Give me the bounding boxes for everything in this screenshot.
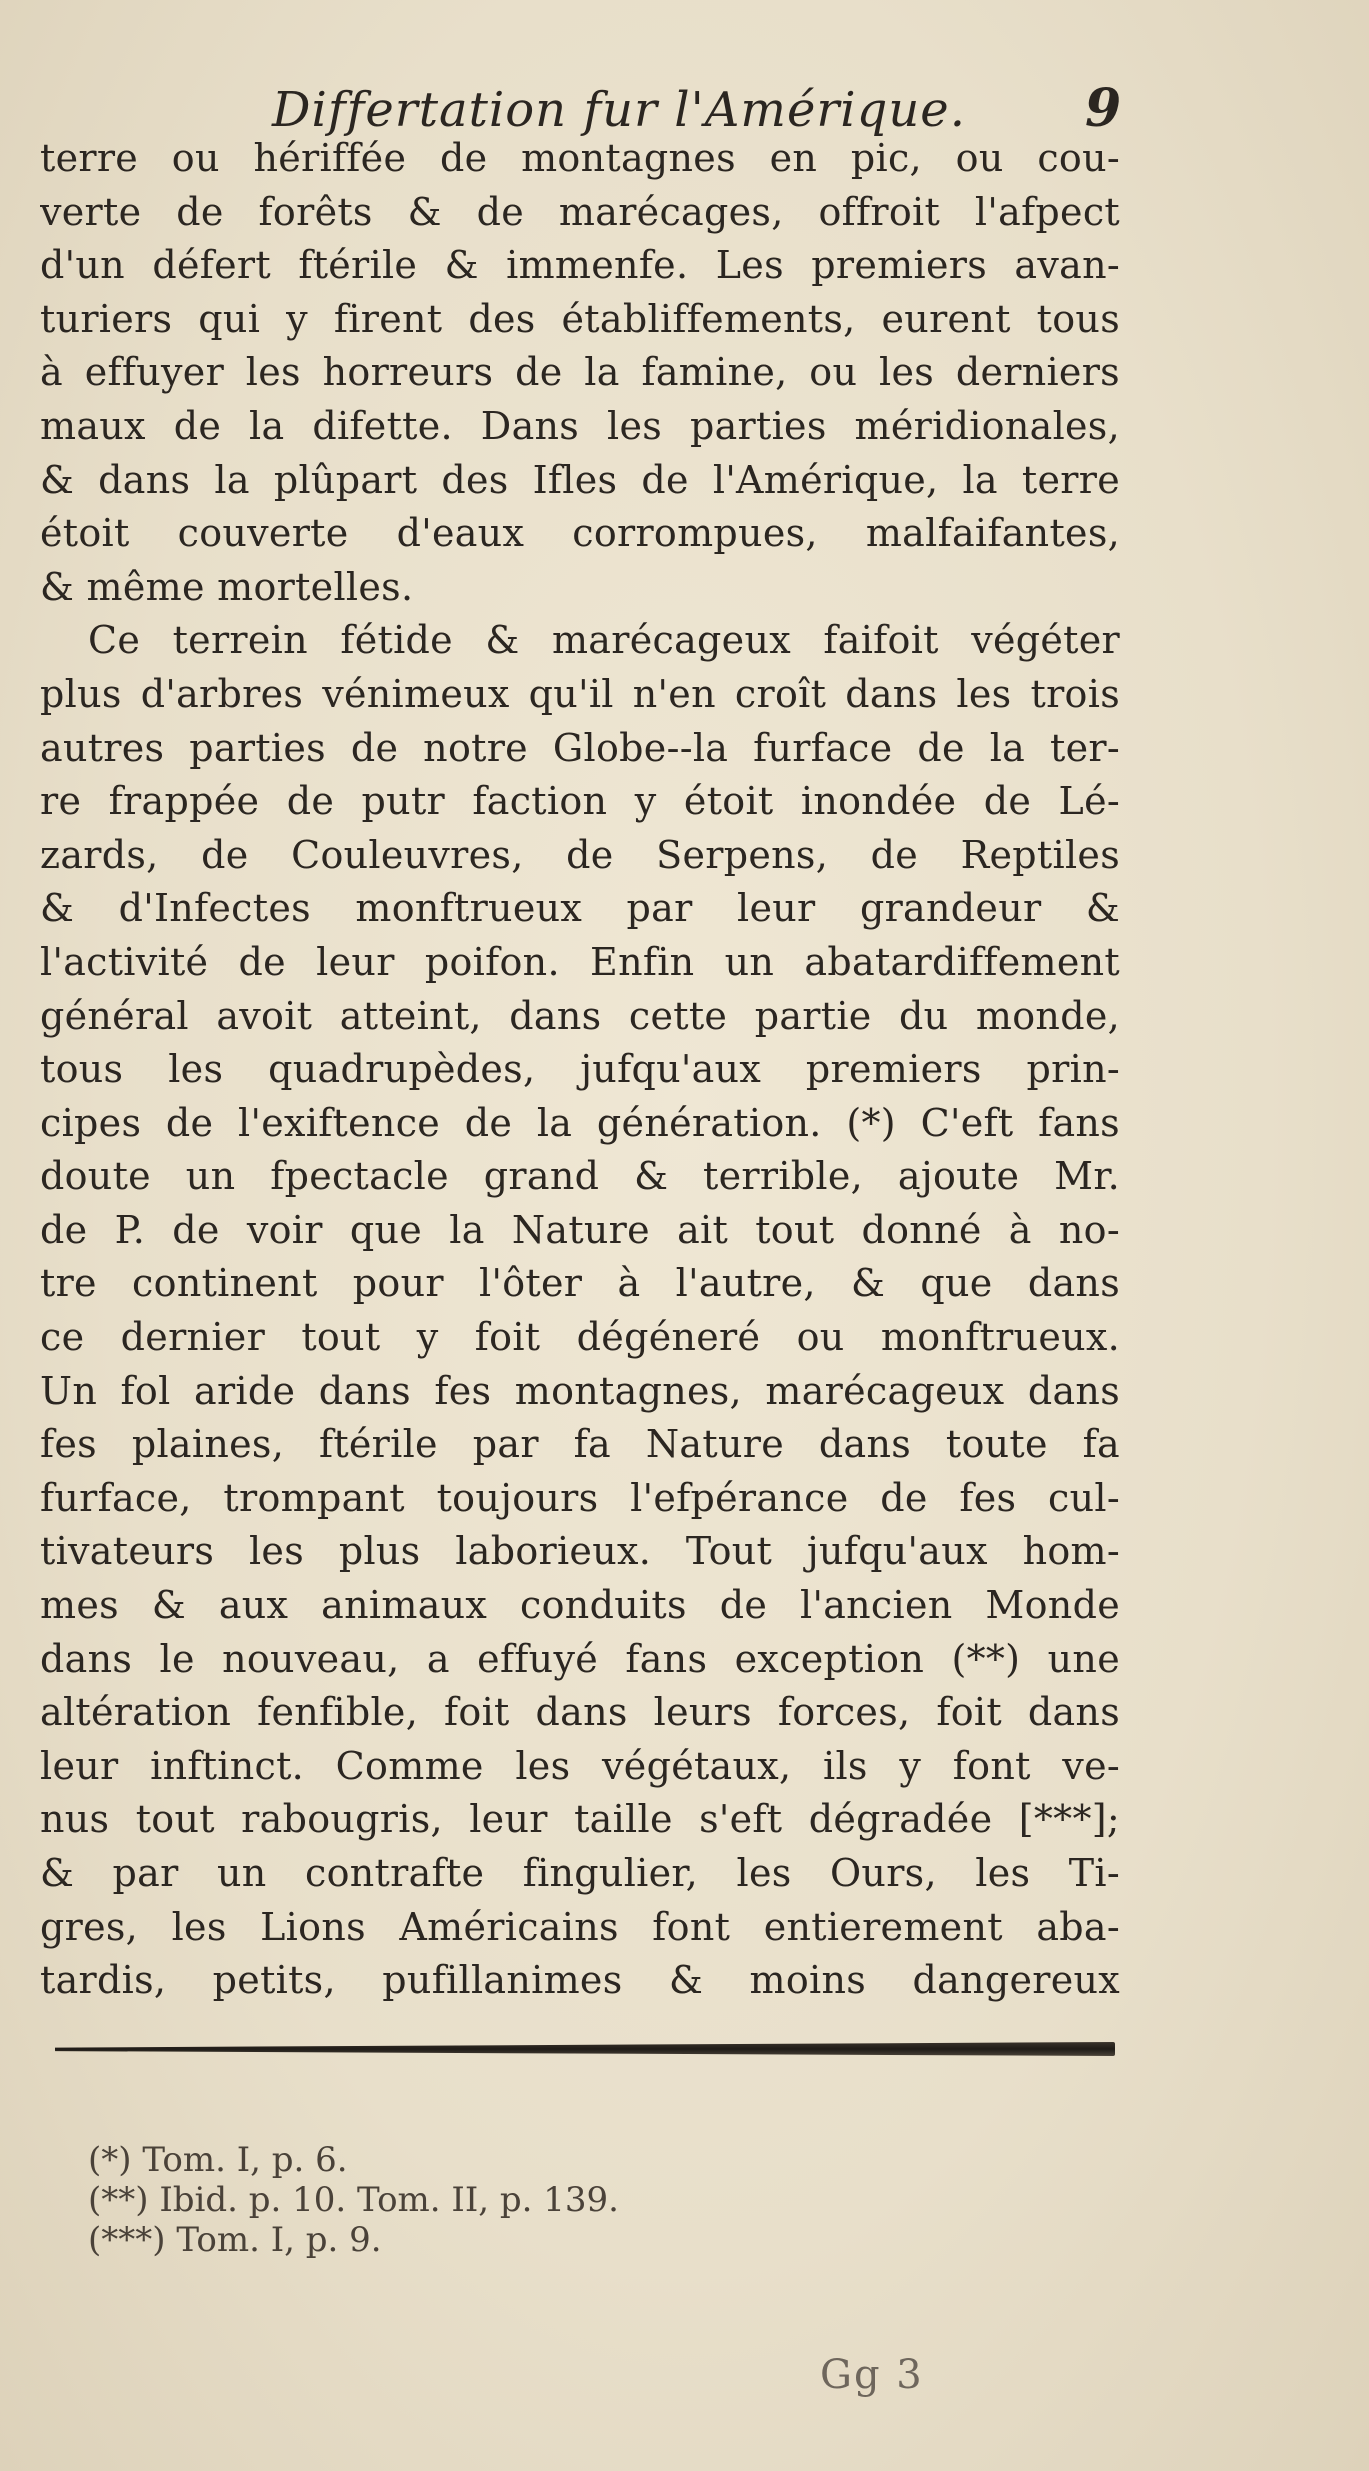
text-line: Ce terrein fétide & marécageux faifoit végéter xyxy=(88,618,1120,663)
footnote: (*) Tom. I, p. 6. xyxy=(88,2140,348,2180)
footnote: (***) Tom. I, p. 9. xyxy=(88,2220,382,2260)
text-line: nus tout rabougris, leur taille s'eft dégradée [***]; xyxy=(40,1797,1120,1842)
text-line: d'un défert ftérile & immenfe. Les premiers avan- xyxy=(40,243,1120,288)
footnote-rule xyxy=(55,2042,1115,2056)
text-line: & dans la plûpart des Ifles de l'Amérique, la terre xyxy=(40,457,1120,502)
footnotes xyxy=(88,2140,788,2260)
text-line: de P. de voir que la Nature ait tout donné à no- xyxy=(40,1207,1120,1252)
text-line: re frappée de putr faction y étoit inondée de Lé- xyxy=(40,779,1120,824)
text-line: verte de forêts & de marécages, offroit l'afpect xyxy=(40,189,1120,234)
text-line: l'activité de leur poifon. Enfin un abatardiffement xyxy=(40,939,1120,984)
text-line: dans le nouveau, a effuyé fans exception (**) une xyxy=(40,1636,1120,1681)
text-line: & d'Infectes monftrueux par leur grandeur & xyxy=(40,886,1120,931)
text-line: plus d'arbres vénimeux qu'il n'en croît dans les trois xyxy=(40,671,1120,716)
text-line: turiers qui y firent des établiffements, eurent tous xyxy=(40,296,1120,341)
text-line: tre continent pour l'ôter à l'autre, & que dans xyxy=(40,1261,1120,1306)
text-line: furface, trompant toujours l'efpérance de fes cul- xyxy=(40,1475,1120,1520)
signature-mark: Gg 3 xyxy=(820,2352,924,2398)
text-line: leur inftinct. Comme les végétaux, ils y font ve- xyxy=(40,1743,1120,1788)
text-line: fes plaines, ftérile par fa Nature dans toute fa xyxy=(40,1422,1120,1467)
text-line: cipes de l'exiftence de la génération. (*) C'eft fans xyxy=(40,1100,1120,1145)
text-line: terre ou hériffée de montagnes en pic, ou cou- xyxy=(40,136,1120,180)
text-line: maux de la difette. Dans les parties méridionales, xyxy=(40,403,1120,448)
text-line: zards, de Couleuvres, de Serpens, de Reptiles xyxy=(40,832,1120,877)
text-line: général avoit atteint, dans cette partie du monde, xyxy=(40,993,1120,1038)
text-line: tardis, petits, pufillanimes & moins dangereux xyxy=(40,1958,1120,2003)
text-line: Un fol aride dans fes montagnes, marécageux dans xyxy=(40,1368,1120,1413)
text-line: ce dernier tout y foit dégéneré ou monftrueux. xyxy=(40,1315,1120,1360)
text-line: étoit couverte d'eaux corrompues, malfaifantes, xyxy=(40,511,1120,556)
text-line: à effuyer les horreurs de la famine, ou les derniers xyxy=(40,350,1120,395)
text-line: tous les quadrupèdes, jufqu'aux premiers prin- xyxy=(40,1047,1120,1092)
footnote: (**) Ibid. p. 10. Tom. II, p. 139. xyxy=(88,2180,619,2220)
text-line: mes & aux animaux conduits de l'ancien Monde xyxy=(40,1583,1120,1628)
running-title: Differtation fur l'Amérique. xyxy=(272,82,966,138)
text-line: autres parties de notre Globe--la furface de la ter- xyxy=(40,725,1120,770)
text-line: altération fenfible, foit dans leurs forces, foit dans xyxy=(40,1690,1120,1735)
text-line: & même mortelles. xyxy=(40,564,414,609)
text-line: doute un fpectacle grand & terrible, ajoute Mr. xyxy=(40,1154,1120,1199)
text-line: & par un contrafte fingulier, les Ours, les Ti- xyxy=(40,1851,1120,1895)
text-line: gres, les Lions Américains font entierement aba- xyxy=(40,1904,1120,1949)
body-text xyxy=(40,132,1120,2008)
text-line: tivateurs les plus laborieux. Tout jufqu'aux hom- xyxy=(40,1529,1120,1574)
page-number: 9 xyxy=(1085,78,1122,139)
